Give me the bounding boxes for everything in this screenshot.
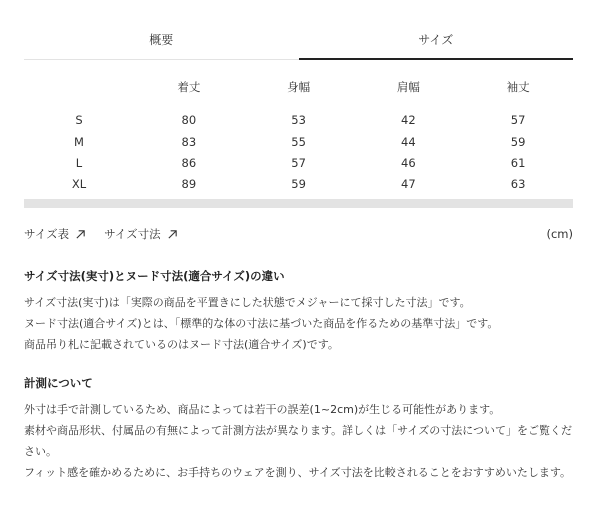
table-cell: 59	[291, 176, 306, 191]
row-size-label: XL	[71, 176, 87, 191]
header-length: 着丈	[177, 80, 201, 94]
section-text: サイズ寸法(実寸)は「実際の商品を平置きにした状態でメジャーにて採寸した寸法」です。	[24, 296, 471, 309]
size-difference-section	[24, 268, 576, 355]
size-measure-link-label: サイズ寸法	[104, 227, 161, 241]
table-row	[24, 173, 573, 194]
section-title: サイズ寸法(実寸)とヌード寸法(適合サイズ)の違い	[24, 269, 285, 283]
size-table-header-row	[24, 78, 573, 102]
table-row	[24, 152, 573, 173]
header-sleeve: 袖丈	[506, 80, 530, 94]
section-text: ヌード寸法(適合サイズ)とは、「標準的な体の寸法に基づいた商品を作るための基準寸法」です。	[24, 317, 499, 330]
table-cell: 86	[181, 155, 197, 170]
table-cell: 61	[510, 155, 526, 170]
table-cell: 42	[401, 112, 416, 127]
tab-overview[interactable]	[24, 20, 299, 59]
header-width: 身幅	[287, 80, 311, 94]
divider-bar	[24, 199, 573, 208]
section-text: 外寸は手で計測しているため、商品によっては若干の誤差(1~2cm)が生じる可能性があります。	[24, 403, 501, 416]
table-cell: 59	[510, 134, 526, 149]
section-title: 計測について	[24, 376, 93, 390]
row-size-label: S	[75, 112, 83, 127]
size-measure-link[interactable]	[104, 226, 178, 242]
table-cell: 83	[181, 134, 197, 149]
size-chart-link-label: サイズ表	[24, 227, 70, 241]
external-arrow-icon	[167, 229, 178, 240]
section-text: フィット感を確かめるために、お手持ちのウェアを測り、サイズ寸法を比較されることをおすすめいたします。	[24, 466, 572, 479]
table-cell: 44	[401, 134, 416, 149]
table-cell: 80	[181, 112, 197, 127]
measurement-section	[24, 375, 576, 483]
table-cell: 53	[291, 112, 306, 127]
unit-label: (cm)	[546, 227, 573, 241]
section-text: 素材や商品形状、付属品の有無によって計測方法が異なります。詳しくは「サイズの寸法について」をご覧ください。	[24, 424, 573, 458]
tab-size[interactable]	[299, 20, 574, 59]
table-cell: 57	[291, 155, 306, 170]
table-row	[24, 131, 573, 152]
size-table-corner	[24, 78, 134, 102]
size-chart-link[interactable]	[24, 226, 86, 242]
tab-bar	[24, 20, 573, 60]
table-cell: 47	[401, 176, 416, 191]
tab-overview-label: 概要	[149, 33, 174, 47]
table-cell: 63	[510, 176, 526, 191]
table-cell: 89	[181, 176, 197, 191]
tab-size-label: サイズ	[418, 33, 454, 47]
header-shoulder: 肩幅	[396, 80, 420, 94]
table-cell: 46	[401, 155, 416, 170]
table-row	[24, 102, 573, 131]
table-cell: 57	[510, 112, 526, 127]
row-size-label: M	[74, 134, 84, 149]
size-table	[24, 78, 573, 194]
external-arrow-icon	[75, 229, 86, 240]
table-cell: 55	[291, 134, 306, 149]
section-text: 商品吊り札に記載されているのはヌード寸法(適合サイズ)です。	[24, 338, 339, 351]
row-size-label: L	[75, 155, 83, 170]
size-links-bar	[24, 225, 573, 243]
